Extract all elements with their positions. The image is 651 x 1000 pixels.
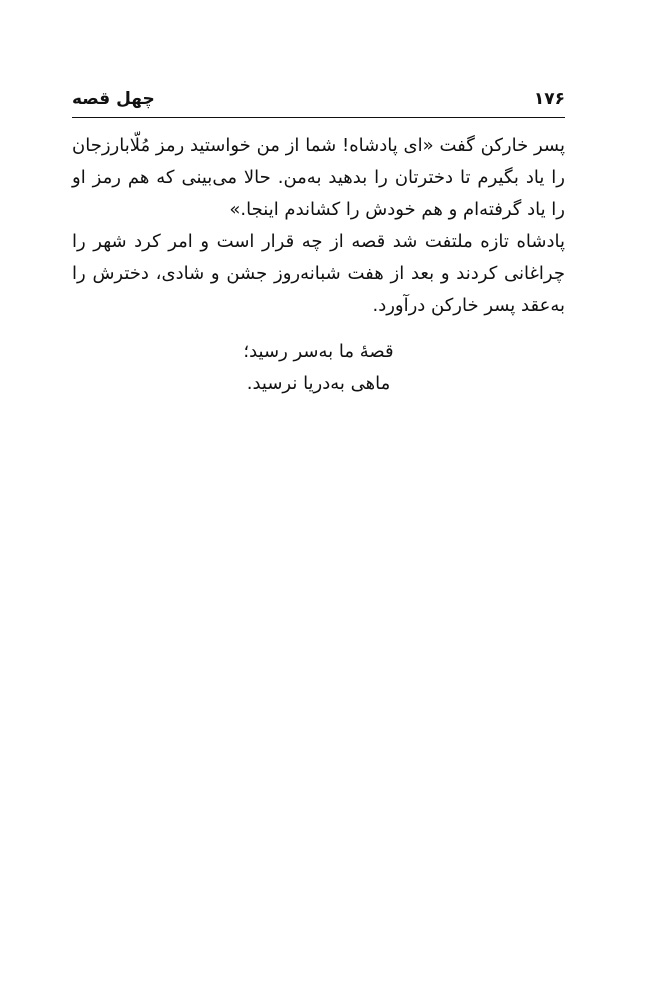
verse-line: قصهٔ ما به‌سر رسید؛ — [243, 341, 394, 362]
running-title: چهل قصه — [72, 89, 155, 109]
page-header — [72, 88, 565, 114]
closing-verse — [72, 336, 565, 400]
paragraph: پادشاه تازه ملتفت شد قصه از چه قرار است و امر کرد شهر را چراغانی کردند و بعد از هفت شبانه‌روز جشن و شادی، دخترش را به‌عقد پسر خارکن درآورد. — [72, 231, 565, 316]
paragraph: پسر خارکن گفت «ای پادشاه! شما از من خواستید رمز مُلّابارزجان را یاد بگیرم تا دخترتان را بدهید به‌من. حالا می‌بینی که هم رمز او را یاد گرفته‌ام و هم خودش را کشاندم اینجا.» — [72, 135, 565, 220]
page-number: ۱۷۶ — [533, 89, 565, 109]
verse-line: ماهی به‌دریا نرسید. — [246, 373, 391, 394]
header-rule — [72, 117, 565, 118]
body-text — [72, 130, 565, 322]
